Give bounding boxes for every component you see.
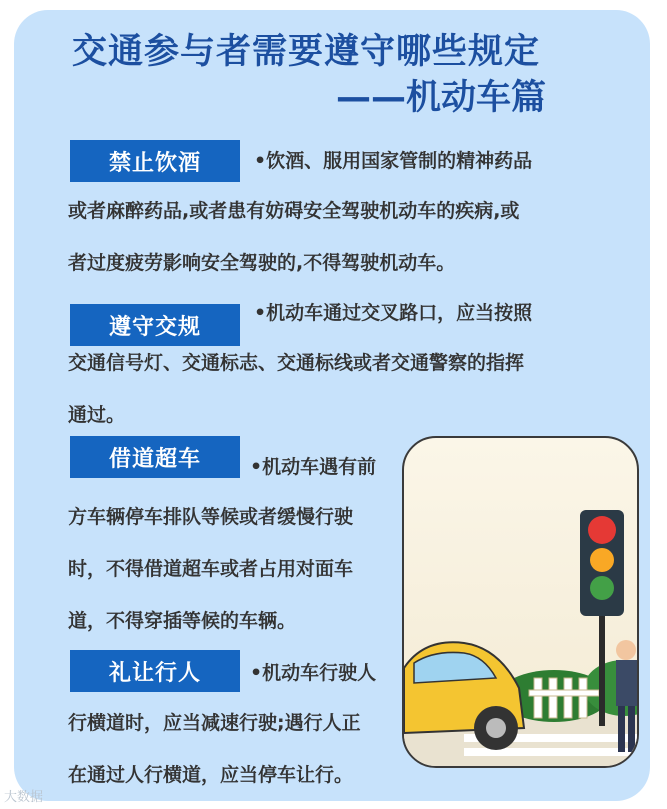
section-1-line-2: 或者麻醉药品,或者患有妨碍安全驾驶机动车的疾病,或 xyxy=(68,200,520,222)
section-3-line-3: 时，不得借道超车或者占用对面车 xyxy=(68,558,354,580)
traffic-illustration xyxy=(402,436,639,768)
section-2-line-1: •机动车通过交叉路口，应当按照 xyxy=(254,302,533,324)
section-2-line-3: 通过。 xyxy=(68,404,126,426)
section-tag-obey-rules: 遵守交规 xyxy=(70,304,240,346)
section-tag-no-drinking: 禁止饮酒 xyxy=(70,140,240,182)
traffic-light-car-pedestrian-illustration-icon xyxy=(404,438,637,766)
page-title: 交通参与者需要遵守哪些规定 xyxy=(72,32,541,72)
section-3-line-2: 方车辆停车排队等候或者缓慢行驶 xyxy=(68,506,354,528)
page-subtitle: ——机动车篇 xyxy=(336,78,547,118)
section-2-line-2: 交通信号灯、交通标志、交通标线或者交通警察的指挥 xyxy=(68,352,525,374)
section-4-line-3: 在通过人行横道，应当停车让行。 xyxy=(68,764,354,786)
section-tag-yield-pedestrians: 礼让行人 xyxy=(70,650,240,692)
section-4-line-2: 行横道时，应当减速行驶;遇行人正 xyxy=(68,712,361,734)
section-3-line-4: 道，不得穿插等候的车辆。 xyxy=(68,610,297,632)
section-3-line-1: •机动车遇有前 xyxy=(250,456,377,478)
section-4-line-1: •机动车行驶人 xyxy=(250,662,377,684)
section-1-line-1: •饮酒、服用国家管制的精神药品 xyxy=(254,150,533,172)
watermark-text: 大数据 xyxy=(4,790,44,805)
section-1-line-3: 者过度疲劳影响安全驾驶的,不得驾驶机动车。 xyxy=(68,252,456,274)
section-tag-overtaking: 借道超车 xyxy=(70,436,240,478)
